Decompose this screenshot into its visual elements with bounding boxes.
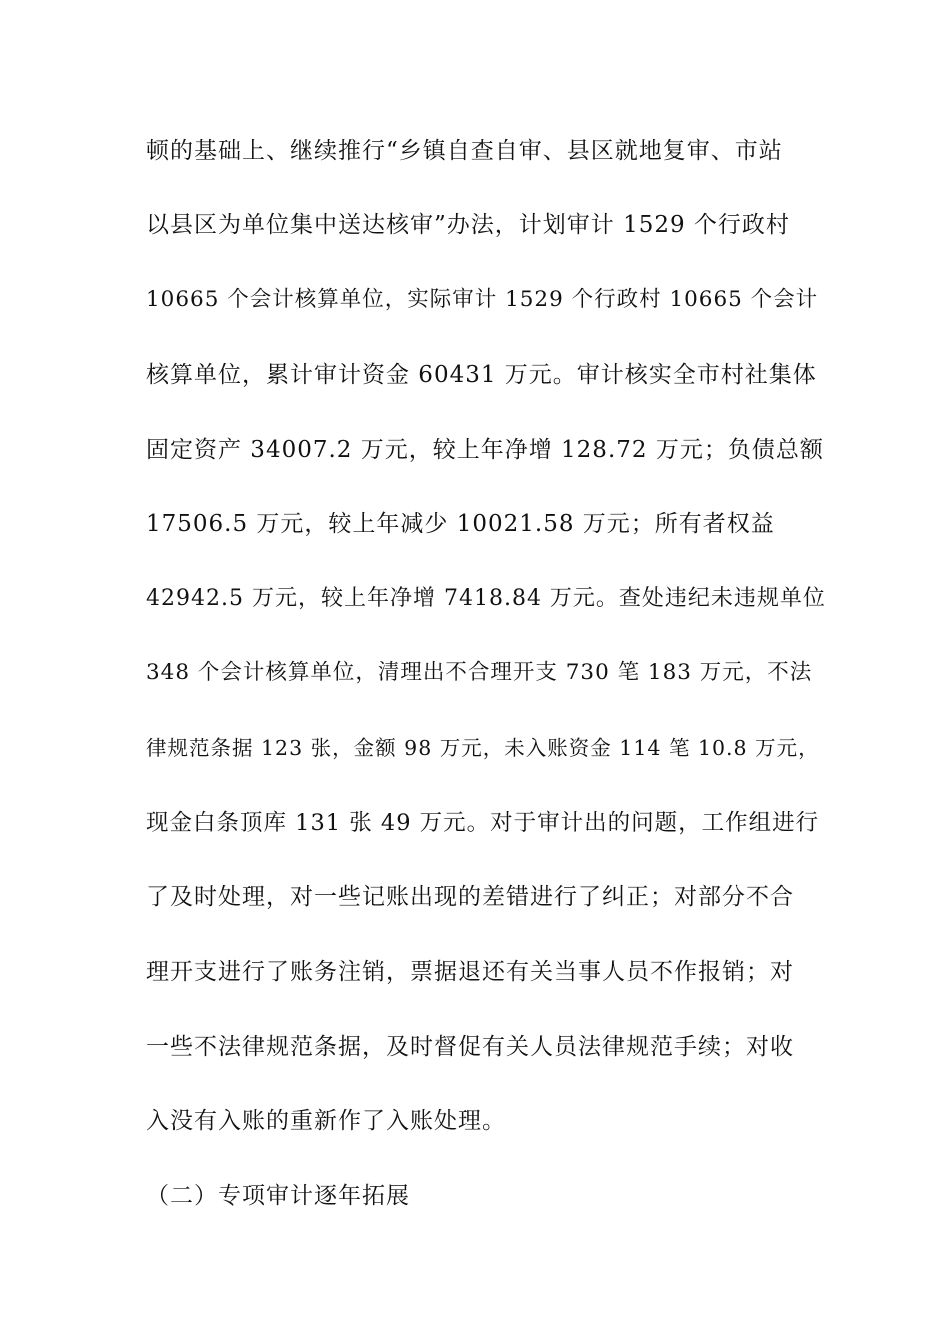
paragraph-line: 理开支进行了账务注销，票据退还有关当事人员不作报销；对: [146, 959, 794, 985]
paragraph-line: 现金白条顶库 131 张 49 万元。对于审计出的问题，工作组进行: [146, 810, 820, 836]
paragraph-line: 以县区为单位集中送达核审”办法，计划审计 1529 个行政村: [146, 212, 790, 238]
paragraph-line: 348 个会计核算单位，清理出不合理开支 730 笔 183 万元，不法: [146, 660, 813, 685]
paragraph-line: 入没有入账的重新作了入账处理。: [146, 1108, 506, 1134]
section-heading: （二）专项审计逐年拓展: [146, 1183, 410, 1209]
paragraph-line: 了及时处理，对一些记账出现的差错进行了纠正；对部分不合: [146, 884, 794, 910]
paragraph-line: 42942.5 万元，较上年净增 7418.84 万元。查处违纪未违规单位: [146, 586, 826, 611]
paragraph-line: 一些不法律规范条据，及时督促有关人员法律规范手续；对收: [146, 1034, 794, 1060]
paragraph-line: 顿的基础上、继续推行“乡镇自查自审、县区就地复审、市站: [146, 138, 783, 164]
paragraph-line: 固定资产 34007.2 万元，较上年净增 128.72 万元；负债总额: [146, 437, 824, 463]
paragraph-line: 17506.5 万元，较上年减少 10021.58 万元；所有者权益: [146, 511, 775, 537]
paragraph-line: 核算单位，累计审计资金 60431 万元。审计核实全市村社集体: [146, 362, 817, 388]
paragraph-line: 10665 个会计核算单位，实际审计 1529 个行政村 10665 个会计: [146, 287, 819, 312]
paragraph-line: 律规范条据 123 张，金额 98 万元，未入账资金 114 笔 10.8 万元，: [146, 736, 820, 760]
